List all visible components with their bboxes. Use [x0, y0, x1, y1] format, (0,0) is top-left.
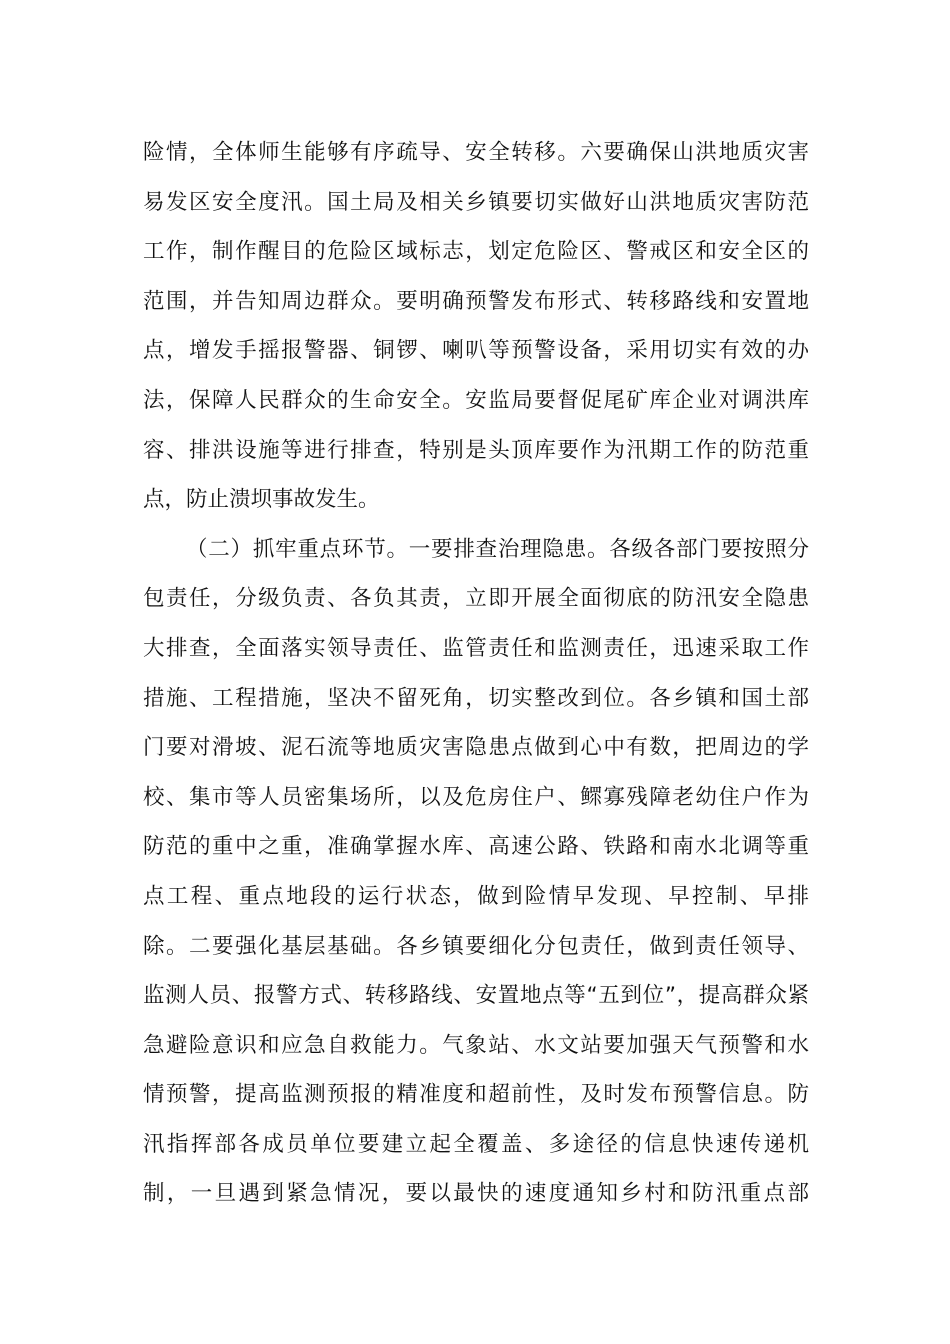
- text-line: 防范的重中之重，准确掌握水库、高速公路、铁路和南水北调等重: [143, 834, 809, 860]
- paragraph-first-line: （二）抓牢重点环节。一要排查治理隐患。各级各部门要按照分: [186, 536, 809, 562]
- text-line: 易发区安全度汛。国土局及相关乡镇要切实做好山洪地质灾害防范: [143, 189, 809, 215]
- text-line: 校、集市等人员密集场所，以及危房住户、鳏寡残障老幼住户作为: [143, 784, 809, 810]
- text-line: 范围，并告知周边群众。要明确预警发布形式、转移路线和安置地: [143, 288, 809, 314]
- text-line: 汛指挥部各成员单位要建立起全覆盖、多途径的信息快速传递机: [143, 1131, 809, 1157]
- text-line: 法，保障人民群众的生命安全。安监局要督促尾矿库企业对调洪库: [143, 387, 809, 413]
- text-line: 险情，全体师生能够有序疏导、安全转移。六要确保山洪地质灾害: [143, 140, 809, 165]
- text-line: 门要对滑坡、泥石流等地质灾害隐患点做到心中有数，把周边的学: [143, 735, 809, 761]
- text-line: 措施、工程措施，坚决不留死角，切实整改到位。各乡镇和国土部: [143, 685, 809, 711]
- text-line: 点，增发手摇报警器、铜锣、喇叭等预警设备，采用切实有效的办: [143, 338, 809, 364]
- text-line: 制，一旦遇到紧急情况，要以最快的速度通知乡村和防汛重点部: [143, 1181, 809, 1207]
- text-line: 急避险意识和应急自救能力。气象站、水文站要加强天气预警和水: [143, 1032, 809, 1058]
- body-text: [143, 128, 809, 1219]
- text-line: 监测人员、报警方式、转移路线、安置地点等“五到位”，提高群众紧: [143, 983, 809, 1009]
- text-line: 点工程、重点地段的运行状态，做到险情早发现、早控制、早排: [143, 883, 809, 909]
- text-line: 除。二要强化基层基础。各乡镇要细化分包责任，做到责任领导、: [143, 933, 809, 959]
- text-line: 情预警，提高监测预报的精准度和超前性，及时发布预警信息。防: [143, 1082, 809, 1108]
- paragraph-end-line: 点，防止溃坝事故发生。: [143, 487, 380, 513]
- text-line: 包责任，分级负责、各负其责，立即开展全面彻底的防汛安全隐患: [143, 586, 809, 612]
- text-line: 容、排洪设施等进行排查，特别是头顶库要作为汛期工作的防范重: [143, 437, 809, 463]
- text-line: 大排查，全面落实领导责任、监管责任和监测责任，迅速采取工作: [143, 635, 809, 661]
- text-line: 工作，制作醒目的危险区域标志，划定危险区、警戒区和安全区的: [143, 239, 809, 265]
